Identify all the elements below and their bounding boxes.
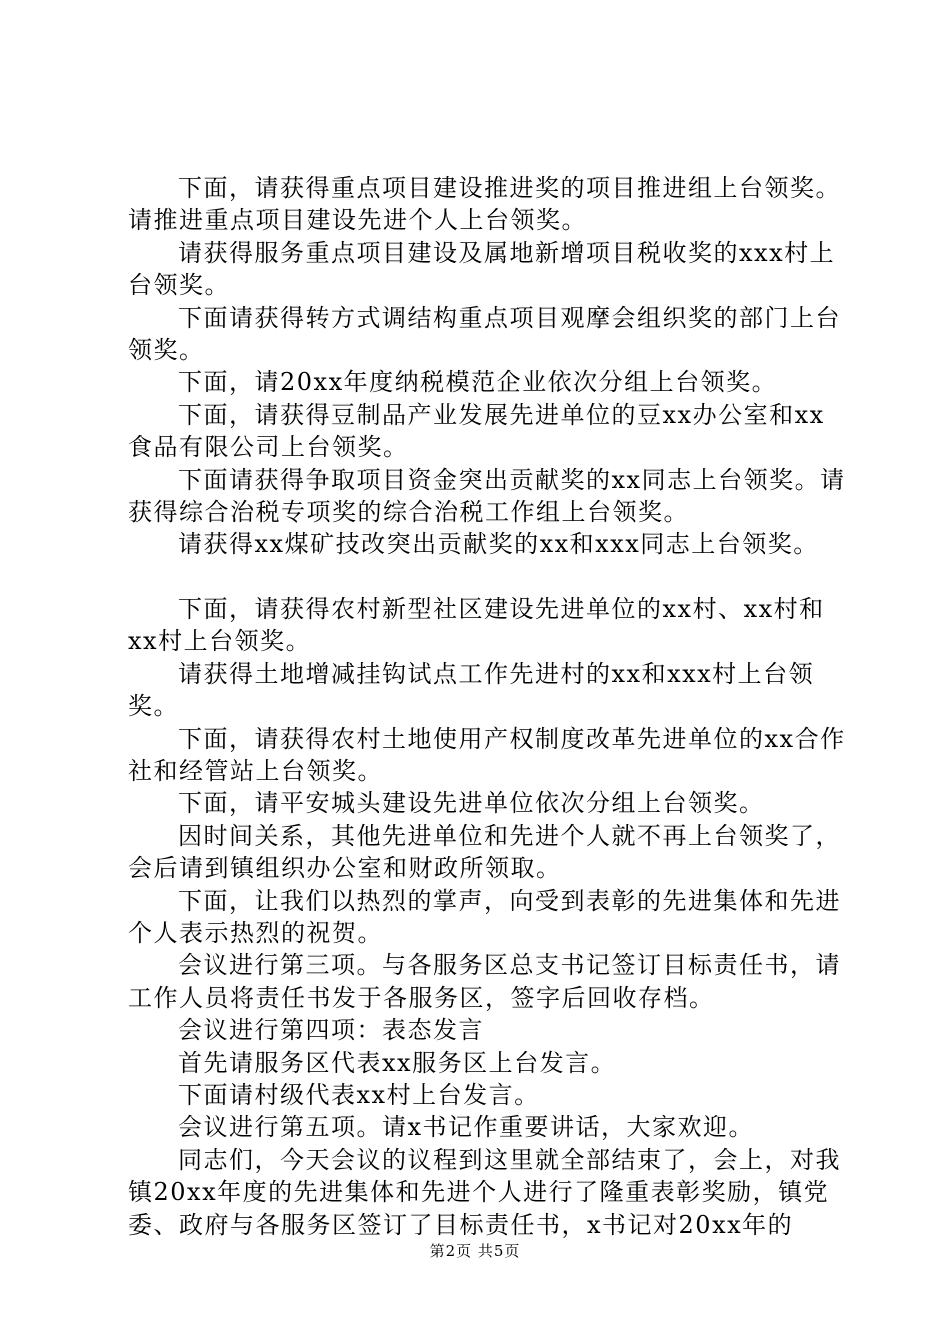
paragraph: 下面，请20xx年度纳税模范企业依次分组上台领奖。 [178,368,778,397]
paragraph: 因时间关系，其他先进单位和先进个人就不再上台领奖了，会后请到镇组织办公室和财政所领取。 [128,821,841,883]
paragraph: 同志们，今天会议的议程到这里就全部结束了，会上，对我镇20xx年度的先进集体和先进个人进行了隆重表彰奖励，镇党委、政府与各服务区签订了目标责任书，x书记对20xx年的 [128,1145,841,1239]
paragraph: 下面，请平安城头建设先进单位依次分组上台领奖。 [178,789,765,818]
paragraph: 首先请服务区代表xx服务区上台发言。 [178,1048,617,1077]
paragraph: 下面，请获得农村新型社区建设先进单位的xx村、xx村和xx村上台领奖。 [128,594,825,656]
body-text [128,172,850,1241]
paragraph: 下面，请获得豆制品产业发展先进单位的豆xx办公室和xx食品有限公司上台领奖。 [128,400,825,462]
paragraph: 请获得服务重点项目建设及属地新增项目税收奖的xxx村上台领奖。 [128,238,836,300]
paragraph: 下面，请获得重点项目建设推进奖的项目推进组上台领奖。请推进重点项目建设先进个人上台领奖。 [128,174,841,235]
paragraph: 下面请获得转方式调结构重点项目观摩会组织奖的部门上台领奖。 [128,303,841,365]
paragraph: 会议进行第三项。与各服务区总支书记签订目标责任书，请工作人员将责任书发于各服务区，签字后回收存档。 [128,951,841,1012]
paragraph: 下面请获得争取项目资金突出贡献奖的xx同志上台领奖。请获得综合治税专项奖的综合治税工作组上台领奖。 [128,465,846,527]
page-number: 第2页 共5页 [429,1242,521,1260]
paragraph: 下面，请获得农村土地使用产权制度改革先进单位的xx合作社和经管站上台领奖。 [128,724,846,785]
paragraph: 请获得xx煤矿技改突出贡献奖的xx和xxx同志上台领奖。 [178,530,819,559]
paragraph: 会议进行第五项。请x书记作重要讲话，大家欢迎。 [178,1113,755,1142]
paragraph: 请获得土地增减挂钩试点工作先进村的xx和xxx村上台领奖。 [128,659,815,721]
paragraph: 下面，让我们以热烈的掌声，向受到表彰的先进集体和先进个人表示热烈的祝贺。 [128,886,841,947]
paragraph: 会议进行第四项：表态发言 [178,1016,484,1045]
paragraph: 下面请村级代表xx村上台发言。 [178,1080,540,1109]
